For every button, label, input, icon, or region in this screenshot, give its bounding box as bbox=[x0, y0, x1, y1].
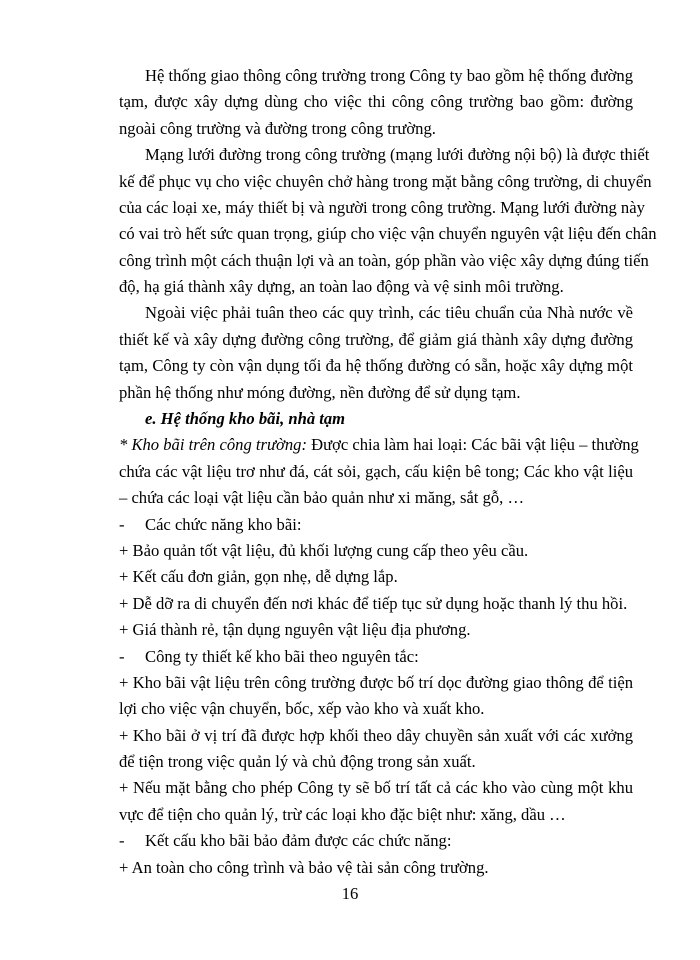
section-heading: e. Hệ thống kho bãi, nhà tạm bbox=[145, 409, 346, 429]
list-item: + Giá thành rẻ, tận dụng nguyên vật liệu địa phương. bbox=[119, 620, 471, 640]
page-number: 16 bbox=[341, 884, 359, 903]
text-line: Ngoài việc phải tuân theo các quy trình, các tiêu chuẩn của Nhà nước về bbox=[145, 303, 633, 323]
text-line: Mạng lưới đường trong công trường (mạng lưới đường nội bộ) là được thiết bbox=[145, 145, 650, 165]
text-line: tạm, được xây dựng dùng cho việc thi công công trường bao gồm: đường bbox=[119, 92, 633, 112]
text-line: độ, hạ giá thành xây dựng, an toàn lao động và vệ sinh môi trường. bbox=[119, 277, 564, 297]
text-line: – chứa các loại vật liệu cần bảo quản như xi măng, sắt gỗ, … bbox=[119, 488, 525, 508]
warehouse-label: * Kho bãi trên công trường: bbox=[119, 435, 307, 455]
text-line: của các loại xe, máy thiết bị và người trong công trường. Mạng lưới đường này bbox=[119, 197, 645, 217]
text-line: phần hệ thống như móng đường, nền đường để sử dụng tạm. bbox=[119, 382, 521, 402]
text-line: thiết kế và xây dựng đường công trường, để giảm giá thành xây dựng đường bbox=[119, 329, 633, 349]
text-line: kế để phục vụ cho việc chuyên chở hàng trong mặt bằng công trường, di chuyển bbox=[119, 171, 652, 191]
text-line: tạm, Công ty còn vận dụng tối đa hệ thống đường có sẵn, hoặc xây dựng một bbox=[119, 356, 633, 376]
list-item: + Kết cấu đơn giản, gọn nhẹ, dễ dựng lắp. bbox=[119, 567, 398, 587]
text-line: ngoài công trường và đường trong công trường. bbox=[119, 118, 436, 138]
dash-mark: - bbox=[119, 646, 125, 666]
warehouse-text: Được chia làm hai loại: Các bãi vật liệu – thường bbox=[306, 435, 639, 455]
text-line: có vai trò hết sức quan trọng, giúp cho việc vận chuyển nguyên vật liệu đến chân bbox=[119, 224, 657, 244]
list-item: + An toàn cho công trình và bảo vệ tài sản công trường. bbox=[119, 857, 489, 877]
list-heading bbox=[119, 647, 633, 667]
dash-mark: - bbox=[119, 831, 125, 851]
text-line: công trình một cách thuận lợi và an toàn, góp phần vào việc xây dựng đúng tiến bbox=[119, 250, 649, 270]
text-line: chứa các vật liệu trơ như đá, cát sỏi, gạch, cấu kiện bê tong; Các kho vật liệu bbox=[119, 461, 633, 481]
list-heading-text: Các chức năng kho bãi: bbox=[145, 514, 302, 534]
text-line: Hệ thống giao thông công trường trong Công ty bao gồm hệ thống đường bbox=[145, 66, 633, 85]
text-line: lợi cho việc vận chuyển, bốc, xếp vào kho và xuất kho. bbox=[119, 699, 485, 719]
dash-mark: - bbox=[119, 514, 125, 534]
text-line: để tiện trong việc quản lý và chủ động trong sản xuất. bbox=[119, 752, 476, 772]
list-heading-text: Kết cấu kho bãi bảo đảm được các chức năng: bbox=[145, 831, 452, 851]
text-line: vực để tiện cho quản lý, trừ các loại kho đặc biệt như: xăng, dầu … bbox=[119, 804, 566, 824]
list-heading bbox=[119, 515, 633, 535]
text-line: + Kho bãi ở vị trí đã được hợp khối theo dây chuyền sản xuất với các xưởng bbox=[119, 725, 633, 745]
text-line bbox=[119, 435, 639, 455]
text-line: + Nếu mặt bằng cho phép Công ty sẽ bố trí tất cả các kho vào cùng một khu bbox=[119, 778, 633, 798]
text-line: + Kho bãi vật liệu trên công trường được bố trí dọc đường giao thông để tiện bbox=[119, 672, 633, 692]
list-heading bbox=[119, 831, 633, 851]
list-item: + Bảo quản tốt vật liệu, đủ khối lượng cung cấp theo yêu cầu. bbox=[119, 540, 529, 560]
list-item: + Dễ dỡ ra di chuyển đến nơi khác để tiếp tục sử dụng hoặc thanh lý thu hồi. bbox=[119, 593, 628, 613]
list-heading-text: Công ty thiết kế kho bãi theo nguyên tắc: bbox=[145, 646, 419, 666]
